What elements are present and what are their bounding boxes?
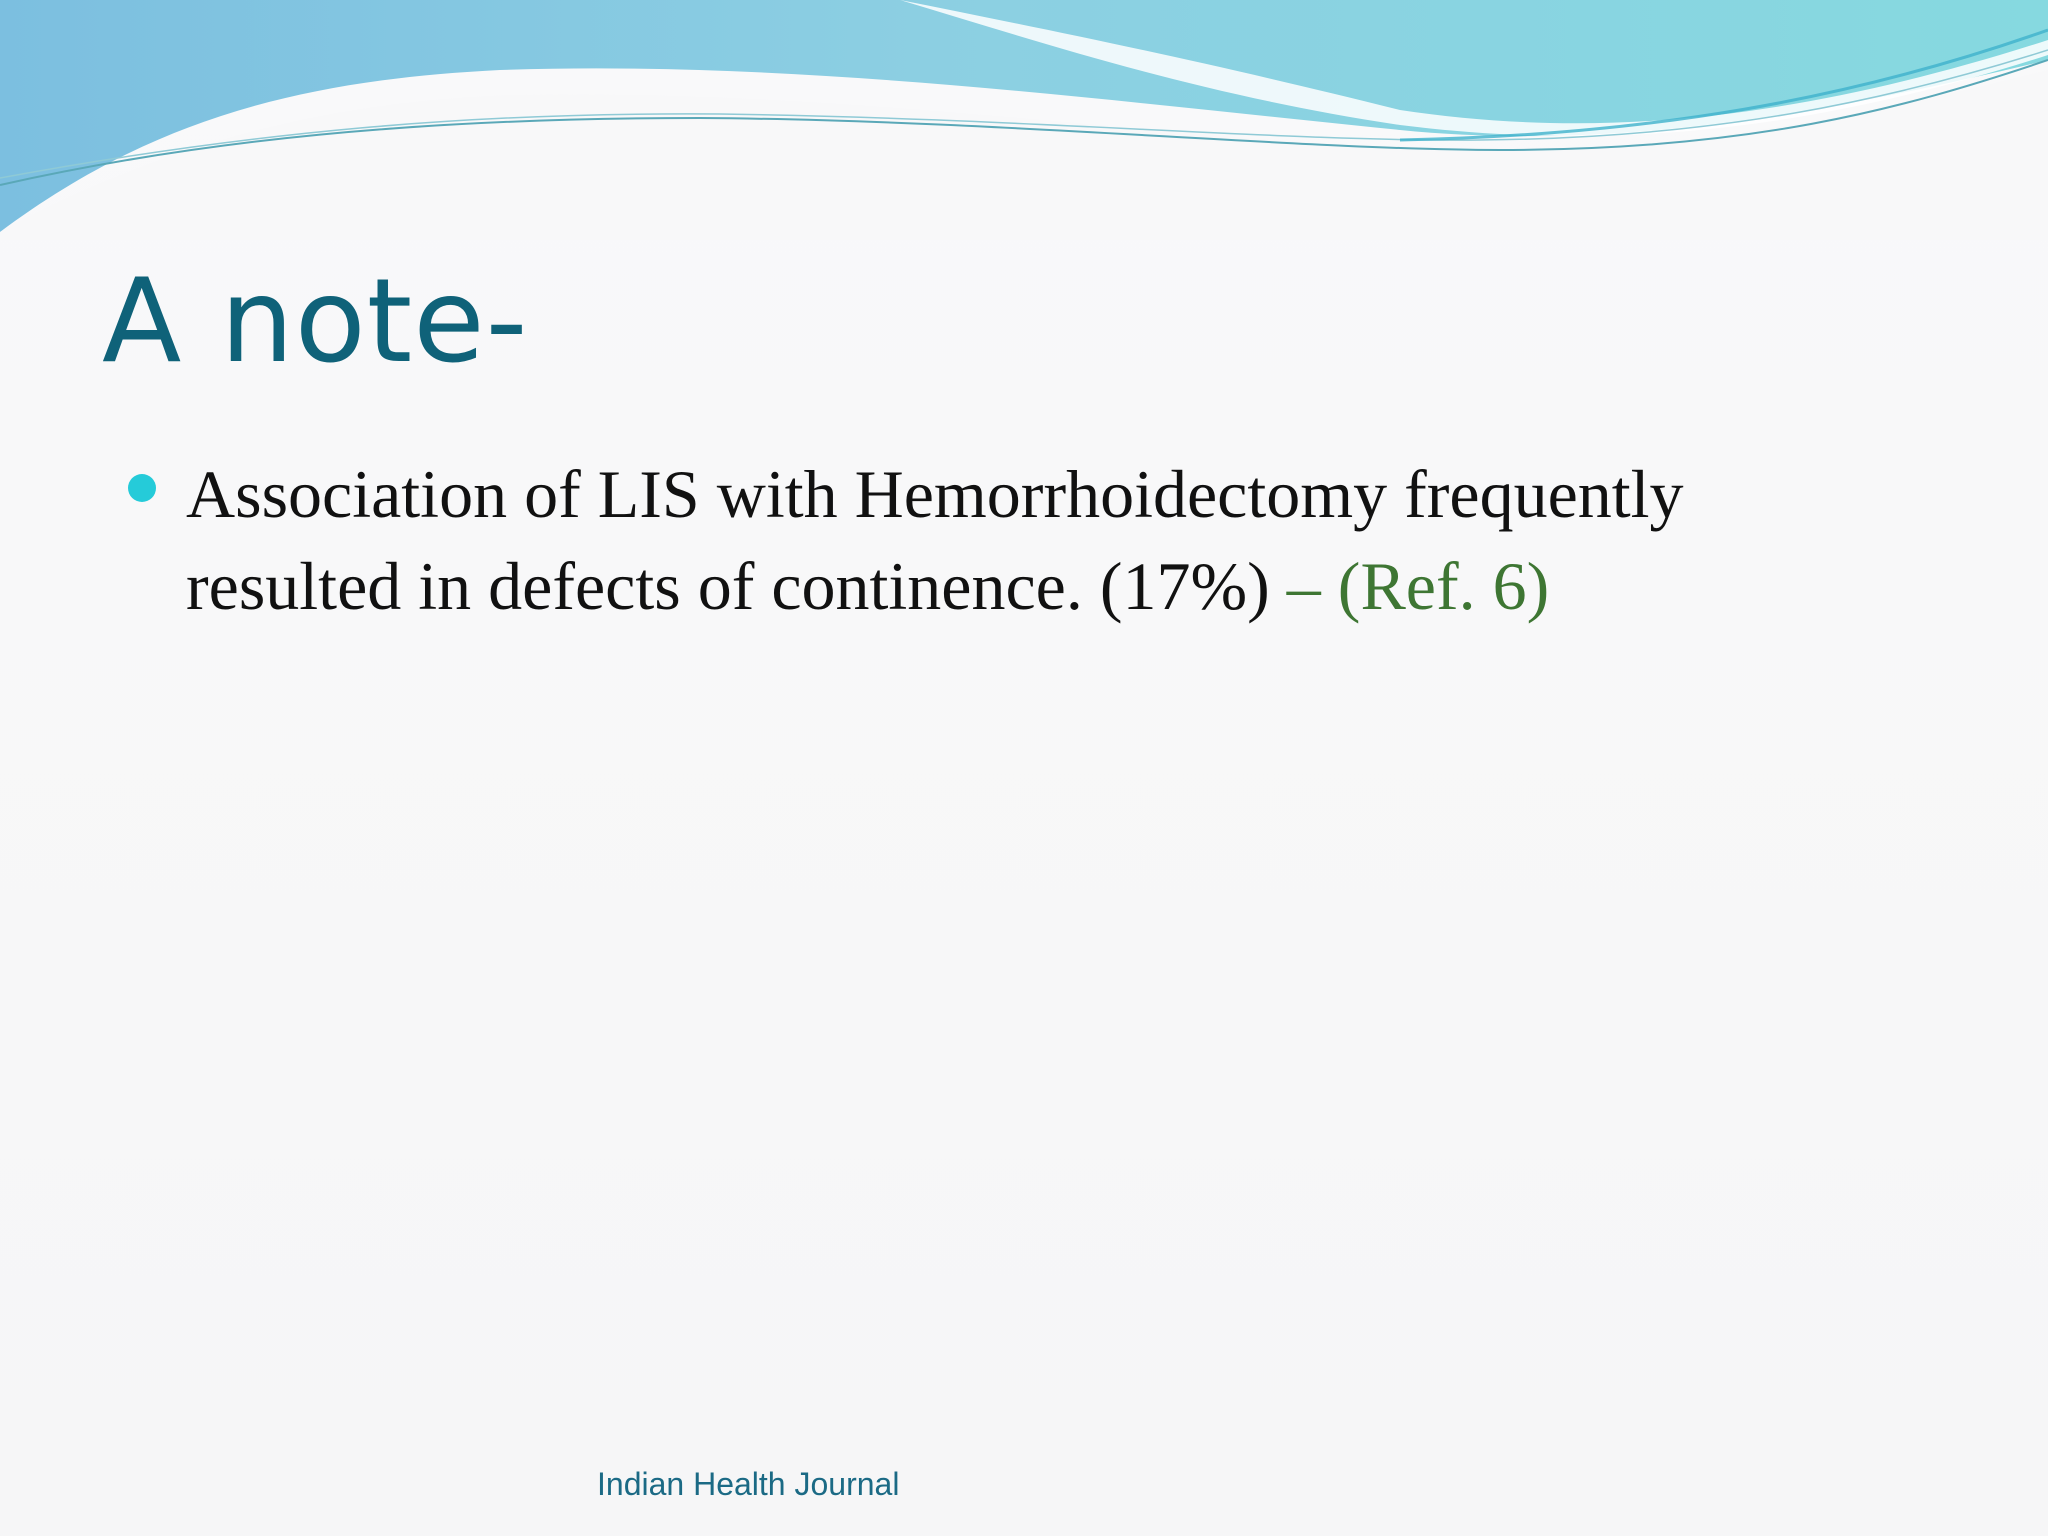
header-wave-decoration [0, 0, 2048, 240]
reference-text: – (Ref. 6) [1286, 548, 1550, 624]
bullet-dot-icon [128, 474, 156, 502]
bullet-text: Association of LIS with Hemorrhoidectomy frequently resulted in defects of continence. (17%) [186, 456, 1684, 624]
bullet-item [120, 448, 1880, 632]
footer-text: Indian Health Journal [597, 1466, 900, 1502]
bullet-list [120, 448, 1880, 632]
slide-title: A note- [102, 254, 529, 389]
